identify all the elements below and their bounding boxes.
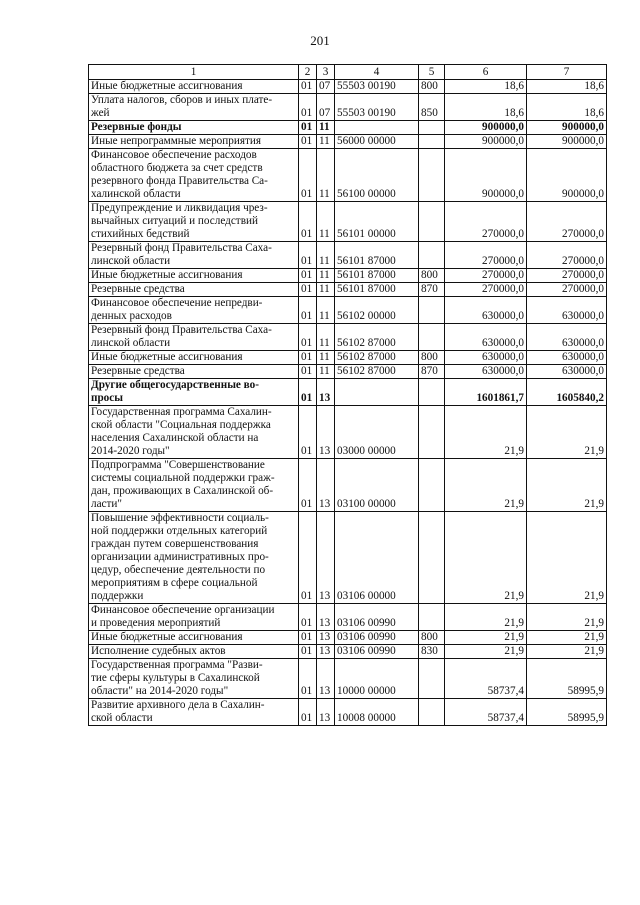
subsection-code-cell: 13 [317, 379, 335, 406]
row-name-line: Исполнение судебных актов [91, 645, 226, 657]
amount-col7-cell: 630000,0 [527, 351, 607, 365]
row-name-line: линской области [91, 255, 171, 267]
expense-type-cell [419, 297, 445, 324]
row-name-line: вычайных ситуаций и последствий [91, 215, 258, 227]
column-header: 5 [419, 65, 445, 80]
subsection-code-cell: 11 [317, 324, 335, 351]
table-row [89, 699, 607, 726]
section-code-cell: 01 [299, 604, 317, 631]
section-code-cell: 01 [299, 135, 317, 149]
amount-col6-cell: 1601861,7 [445, 379, 527, 406]
table-row [89, 283, 607, 297]
table-header-row [89, 65, 607, 80]
amount-col7-cell: 900000,0 [527, 135, 607, 149]
amount-col7-cell: 630000,0 [527, 324, 607, 351]
column-header: 4 [335, 65, 419, 80]
target-article-cell: 10000 00000 [335, 659, 419, 699]
subsection-code-cell: 13 [317, 699, 335, 726]
amount-col6-cell: 58737,4 [445, 699, 527, 726]
section-code-cell: 01 [299, 379, 317, 406]
amount-col7-cell: 270000,0 [527, 242, 607, 269]
row-name-line: цедур, обеспечение деятельности по [91, 564, 266, 576]
expense-type-cell: 870 [419, 283, 445, 297]
expense-type-cell: 800 [419, 351, 445, 365]
expense-type-cell [419, 149, 445, 202]
row-name-cell [89, 94, 299, 121]
table-row [89, 94, 607, 121]
section-code-cell: 01 [299, 149, 317, 202]
amount-col6-cell: 630000,0 [445, 324, 527, 351]
row-name-line: населения Сахалинской области на [91, 432, 259, 444]
target-article-cell: 03106 00990 [335, 604, 419, 631]
amount-col7-cell: 21,9 [527, 406, 607, 459]
expense-type-cell: 800 [419, 269, 445, 283]
page-number: 201 [310, 33, 330, 48]
subsection-code-cell: 11 [317, 351, 335, 365]
section-code-cell: 01 [299, 242, 317, 269]
row-name-cell [89, 699, 299, 726]
amount-col6-cell: 900000,0 [445, 121, 527, 135]
amount-col6-cell: 630000,0 [445, 351, 527, 365]
amount-col7-cell: 21,9 [527, 604, 607, 631]
row-name-line: ласти" [91, 498, 122, 510]
row-name-cell [89, 631, 299, 645]
subsection-code-cell: 13 [317, 459, 335, 512]
target-article-cell: 55503 00190 [335, 94, 419, 121]
amount-col7-cell: 630000,0 [527, 297, 607, 324]
target-article-cell: 03100 00000 [335, 459, 419, 512]
amount-col6-cell: 21,9 [445, 604, 527, 631]
row-name-cell [89, 604, 299, 631]
subsection-code-cell: 11 [317, 283, 335, 297]
row-name-line: Государственная программа "Разви- [91, 659, 263, 671]
column-header: 7 [527, 65, 607, 80]
row-name-line: Резервный фонд Правительства Саха- [91, 242, 272, 254]
section-code-cell: 01 [299, 94, 317, 121]
row-name-line: Иные бюджетные ассигнования [91, 631, 243, 643]
expense-type-cell [419, 135, 445, 149]
row-name-line: Иные непрограммные мероприятия [91, 135, 262, 147]
amount-col6-cell: 21,9 [445, 631, 527, 645]
subsection-code-cell: 11 [317, 297, 335, 324]
row-name-line: Повышение эффективности социаль- [91, 512, 269, 524]
budget-table [88, 64, 607, 726]
row-name-line: стихийных бедствий [91, 228, 190, 240]
expense-type-cell: 800 [419, 80, 445, 94]
row-name-cell [89, 659, 299, 699]
expense-type-cell [419, 406, 445, 459]
target-article-cell: 56101 87000 [335, 269, 419, 283]
expense-type-cell [419, 659, 445, 699]
subsection-code-cell: 11 [317, 202, 335, 242]
section-code-cell: 01 [299, 283, 317, 297]
subsection-code-cell: 13 [317, 604, 335, 631]
row-name-line: Финансовое обеспечение непредви- [91, 297, 263, 309]
row-name-cell [89, 242, 299, 269]
row-name-line: граждан путем совершенствования [91, 538, 259, 550]
target-article-cell: 56101 00000 [335, 202, 419, 242]
amount-col6-cell: 21,9 [445, 645, 527, 659]
section-code-cell: 01 [299, 699, 317, 726]
target-article-cell [335, 379, 419, 406]
amount-col6-cell: 18,6 [445, 80, 527, 94]
row-name-line: Резервный фонд Правительства Саха- [91, 324, 272, 336]
expense-type-cell: 830 [419, 645, 445, 659]
table-row [89, 604, 607, 631]
amount-col7-cell: 270000,0 [527, 283, 607, 297]
row-name-line: Финансовое обеспечение организации [91, 604, 275, 616]
row-name-cell [89, 149, 299, 202]
row-name-cell [89, 80, 299, 94]
expense-type-cell [419, 699, 445, 726]
expense-type-cell: 800 [419, 631, 445, 645]
row-name-line: дан, проживающих в Сахалинской об- [91, 485, 274, 497]
subsection-code-cell: 13 [317, 406, 335, 459]
expense-type-cell: 870 [419, 365, 445, 379]
row-name-line: халинской области [91, 188, 181, 200]
expense-type-cell [419, 202, 445, 242]
section-code-cell: 01 [299, 269, 317, 283]
row-name-line: областного бюджета за счет средств [91, 162, 263, 174]
expense-type-cell [419, 459, 445, 512]
section-code-cell: 01 [299, 121, 317, 135]
amount-col6-cell: 900000,0 [445, 135, 527, 149]
table-row [89, 121, 607, 135]
expense-type-cell [419, 379, 445, 406]
table-row [89, 406, 607, 459]
column-header: 2 [299, 65, 317, 80]
row-name-line: мероприятиям в сфере социальной [91, 577, 258, 589]
section-code-cell: 01 [299, 512, 317, 604]
amount-col6-cell: 630000,0 [445, 297, 527, 324]
row-name-cell [89, 269, 299, 283]
subsection-code-cell: 13 [317, 659, 335, 699]
amount-col7-cell: 270000,0 [527, 269, 607, 283]
amount-col6-cell: 270000,0 [445, 202, 527, 242]
target-article-cell: 56102 00000 [335, 297, 419, 324]
table-row [89, 365, 607, 379]
amount-col7-cell: 270000,0 [527, 202, 607, 242]
target-article-cell: 56102 87000 [335, 351, 419, 365]
amount-col7-cell: 21,9 [527, 459, 607, 512]
target-article-cell: 56102 87000 [335, 365, 419, 379]
row-name-line: области" на 2014-2020 годы" [91, 685, 229, 697]
amount-col7-cell: 58995,9 [527, 659, 607, 699]
section-code-cell: 01 [299, 645, 317, 659]
target-article-cell: 56102 87000 [335, 324, 419, 351]
amount-col7-cell: 1605840,2 [527, 379, 607, 406]
row-name-line: Предупреждение и ликвидация чрез- [91, 202, 268, 214]
row-name-line: Резервные средства [91, 283, 185, 295]
target-article-cell: 56101 87000 [335, 242, 419, 269]
row-name-line: ской области "Социальная поддержка [91, 419, 271, 431]
row-name-cell [89, 135, 299, 149]
column-header: 6 [445, 65, 527, 80]
table-row [89, 379, 607, 406]
section-code-cell: 01 [299, 202, 317, 242]
section-code-cell: 01 [299, 324, 317, 351]
expense-type-cell [419, 242, 445, 269]
row-name-cell [89, 297, 299, 324]
row-name-line: Резервные фонды [91, 121, 182, 133]
table-row [89, 459, 607, 512]
table-row [89, 269, 607, 283]
target-article-cell: 03000 00000 [335, 406, 419, 459]
target-article-cell: 03106 00000 [335, 512, 419, 604]
amount-col7-cell: 21,9 [527, 512, 607, 604]
subsection-code-cell: 13 [317, 512, 335, 604]
amount-col7-cell: 900000,0 [527, 121, 607, 135]
row-name-line: Финансовое обеспечение расходов [91, 149, 257, 161]
target-article-cell [335, 121, 419, 135]
target-article-cell: 56100 00000 [335, 149, 419, 202]
target-article-cell: 55503 00190 [335, 80, 419, 94]
row-name-line: Другие общегосударственные во- [91, 379, 259, 391]
amount-col6-cell: 270000,0 [445, 283, 527, 297]
amount-col6-cell: 21,9 [445, 459, 527, 512]
table-row [89, 135, 607, 149]
row-name-cell [89, 351, 299, 365]
row-name-line: Уплата налогов, сборов и иных плате- [91, 94, 273, 106]
amount-col7-cell: 21,9 [527, 631, 607, 645]
expense-type-cell [419, 604, 445, 631]
row-name-line: Иные бюджетные ассигнования [91, 80, 243, 92]
amount-col6-cell: 270000,0 [445, 269, 527, 283]
row-name-cell [89, 365, 299, 379]
expense-type-cell [419, 121, 445, 135]
row-name-cell [89, 459, 299, 512]
section-code-cell: 01 [299, 659, 317, 699]
row-name-cell [89, 283, 299, 297]
amount-col7-cell: 18,6 [527, 80, 607, 94]
row-name-cell [89, 202, 299, 242]
target-article-cell: 56101 87000 [335, 283, 419, 297]
row-name-cell [89, 645, 299, 659]
section-code-cell: 01 [299, 297, 317, 324]
table-row [89, 242, 607, 269]
table-row [89, 149, 607, 202]
expense-type-cell [419, 324, 445, 351]
subsection-code-cell: 11 [317, 135, 335, 149]
section-code-cell: 01 [299, 631, 317, 645]
table-row [89, 297, 607, 324]
row-name-cell [89, 121, 299, 135]
row-name-cell [89, 379, 299, 406]
row-name-line: просы [91, 392, 123, 404]
column-header: 3 [317, 65, 335, 80]
amount-col6-cell: 21,9 [445, 406, 527, 459]
row-name-line: ной поддержки отдельных категорий [91, 525, 268, 537]
row-name-line: тие сферы культуры в Сахалинской [91, 672, 260, 684]
table-row [89, 324, 607, 351]
amount-col7-cell: 18,6 [527, 94, 607, 121]
row-name-line: Государственная программа Сахалин- [91, 406, 272, 418]
target-article-cell: 10008 00000 [335, 699, 419, 726]
row-name-cell [89, 512, 299, 604]
amount-col7-cell: 58995,9 [527, 699, 607, 726]
subsection-code-cell: 11 [317, 121, 335, 135]
row-name-line: Резервные средства [91, 365, 185, 377]
row-name-cell [89, 406, 299, 459]
expense-type-cell: 850 [419, 94, 445, 121]
row-name-line: организации административных про- [91, 551, 269, 563]
section-code-cell: 01 [299, 351, 317, 365]
target-article-cell: 03106 00990 [335, 631, 419, 645]
table-row [89, 202, 607, 242]
subsection-code-cell: 07 [317, 94, 335, 121]
row-name-line: денных расходов [91, 310, 172, 322]
amount-col6-cell: 21,9 [445, 512, 527, 604]
row-name-line: линской области [91, 337, 171, 349]
amount-col7-cell: 900000,0 [527, 149, 607, 202]
expense-type-cell [419, 512, 445, 604]
row-name-line: резервного фонда Правительства Са- [91, 175, 268, 187]
section-code-cell: 01 [299, 459, 317, 512]
subsection-code-cell: 11 [317, 149, 335, 202]
section-code-cell: 01 [299, 406, 317, 459]
row-name-cell [89, 324, 299, 351]
target-article-cell: 56000 00000 [335, 135, 419, 149]
amount-col6-cell: 630000,0 [445, 365, 527, 379]
table-row [89, 80, 607, 94]
subsection-code-cell: 13 [317, 631, 335, 645]
row-name-line: Подпрограмма "Совершенствование [91, 459, 265, 471]
amount-col6-cell: 18,6 [445, 94, 527, 121]
subsection-code-cell: 07 [317, 80, 335, 94]
amount-col6-cell: 900000,0 [445, 149, 527, 202]
subsection-code-cell: 11 [317, 365, 335, 379]
row-name-line: ской области [91, 712, 153, 724]
row-name-line: поддержки [91, 590, 144, 602]
table-row [89, 512, 607, 604]
subsection-code-cell: 11 [317, 242, 335, 269]
row-name-line: и проведения мероприятий [91, 617, 221, 629]
table-row [89, 351, 607, 365]
amount-col6-cell: 270000,0 [445, 242, 527, 269]
row-name-line: Иные бюджетные ассигнования [91, 269, 243, 281]
row-name-line: Иные бюджетные ассигнования [91, 351, 243, 363]
amount-col6-cell: 58737,4 [445, 659, 527, 699]
table-row [89, 659, 607, 699]
subsection-code-cell: 11 [317, 269, 335, 283]
subsection-code-cell: 13 [317, 645, 335, 659]
table-row [89, 645, 607, 659]
section-code-cell: 01 [299, 365, 317, 379]
row-name-line: жей [91, 107, 110, 119]
row-name-line: Развитие архивного дела в Сахалин- [91, 699, 265, 711]
table-row [89, 631, 607, 645]
amount-col7-cell: 21,9 [527, 645, 607, 659]
row-name-line: системы социальной поддержки граж- [91, 472, 275, 484]
section-code-cell: 01 [299, 80, 317, 94]
target-article-cell: 03106 00990 [335, 645, 419, 659]
column-header: 1 [89, 65, 299, 80]
amount-col7-cell: 630000,0 [527, 365, 607, 379]
row-name-line: 2014-2020 годы" [91, 445, 170, 457]
